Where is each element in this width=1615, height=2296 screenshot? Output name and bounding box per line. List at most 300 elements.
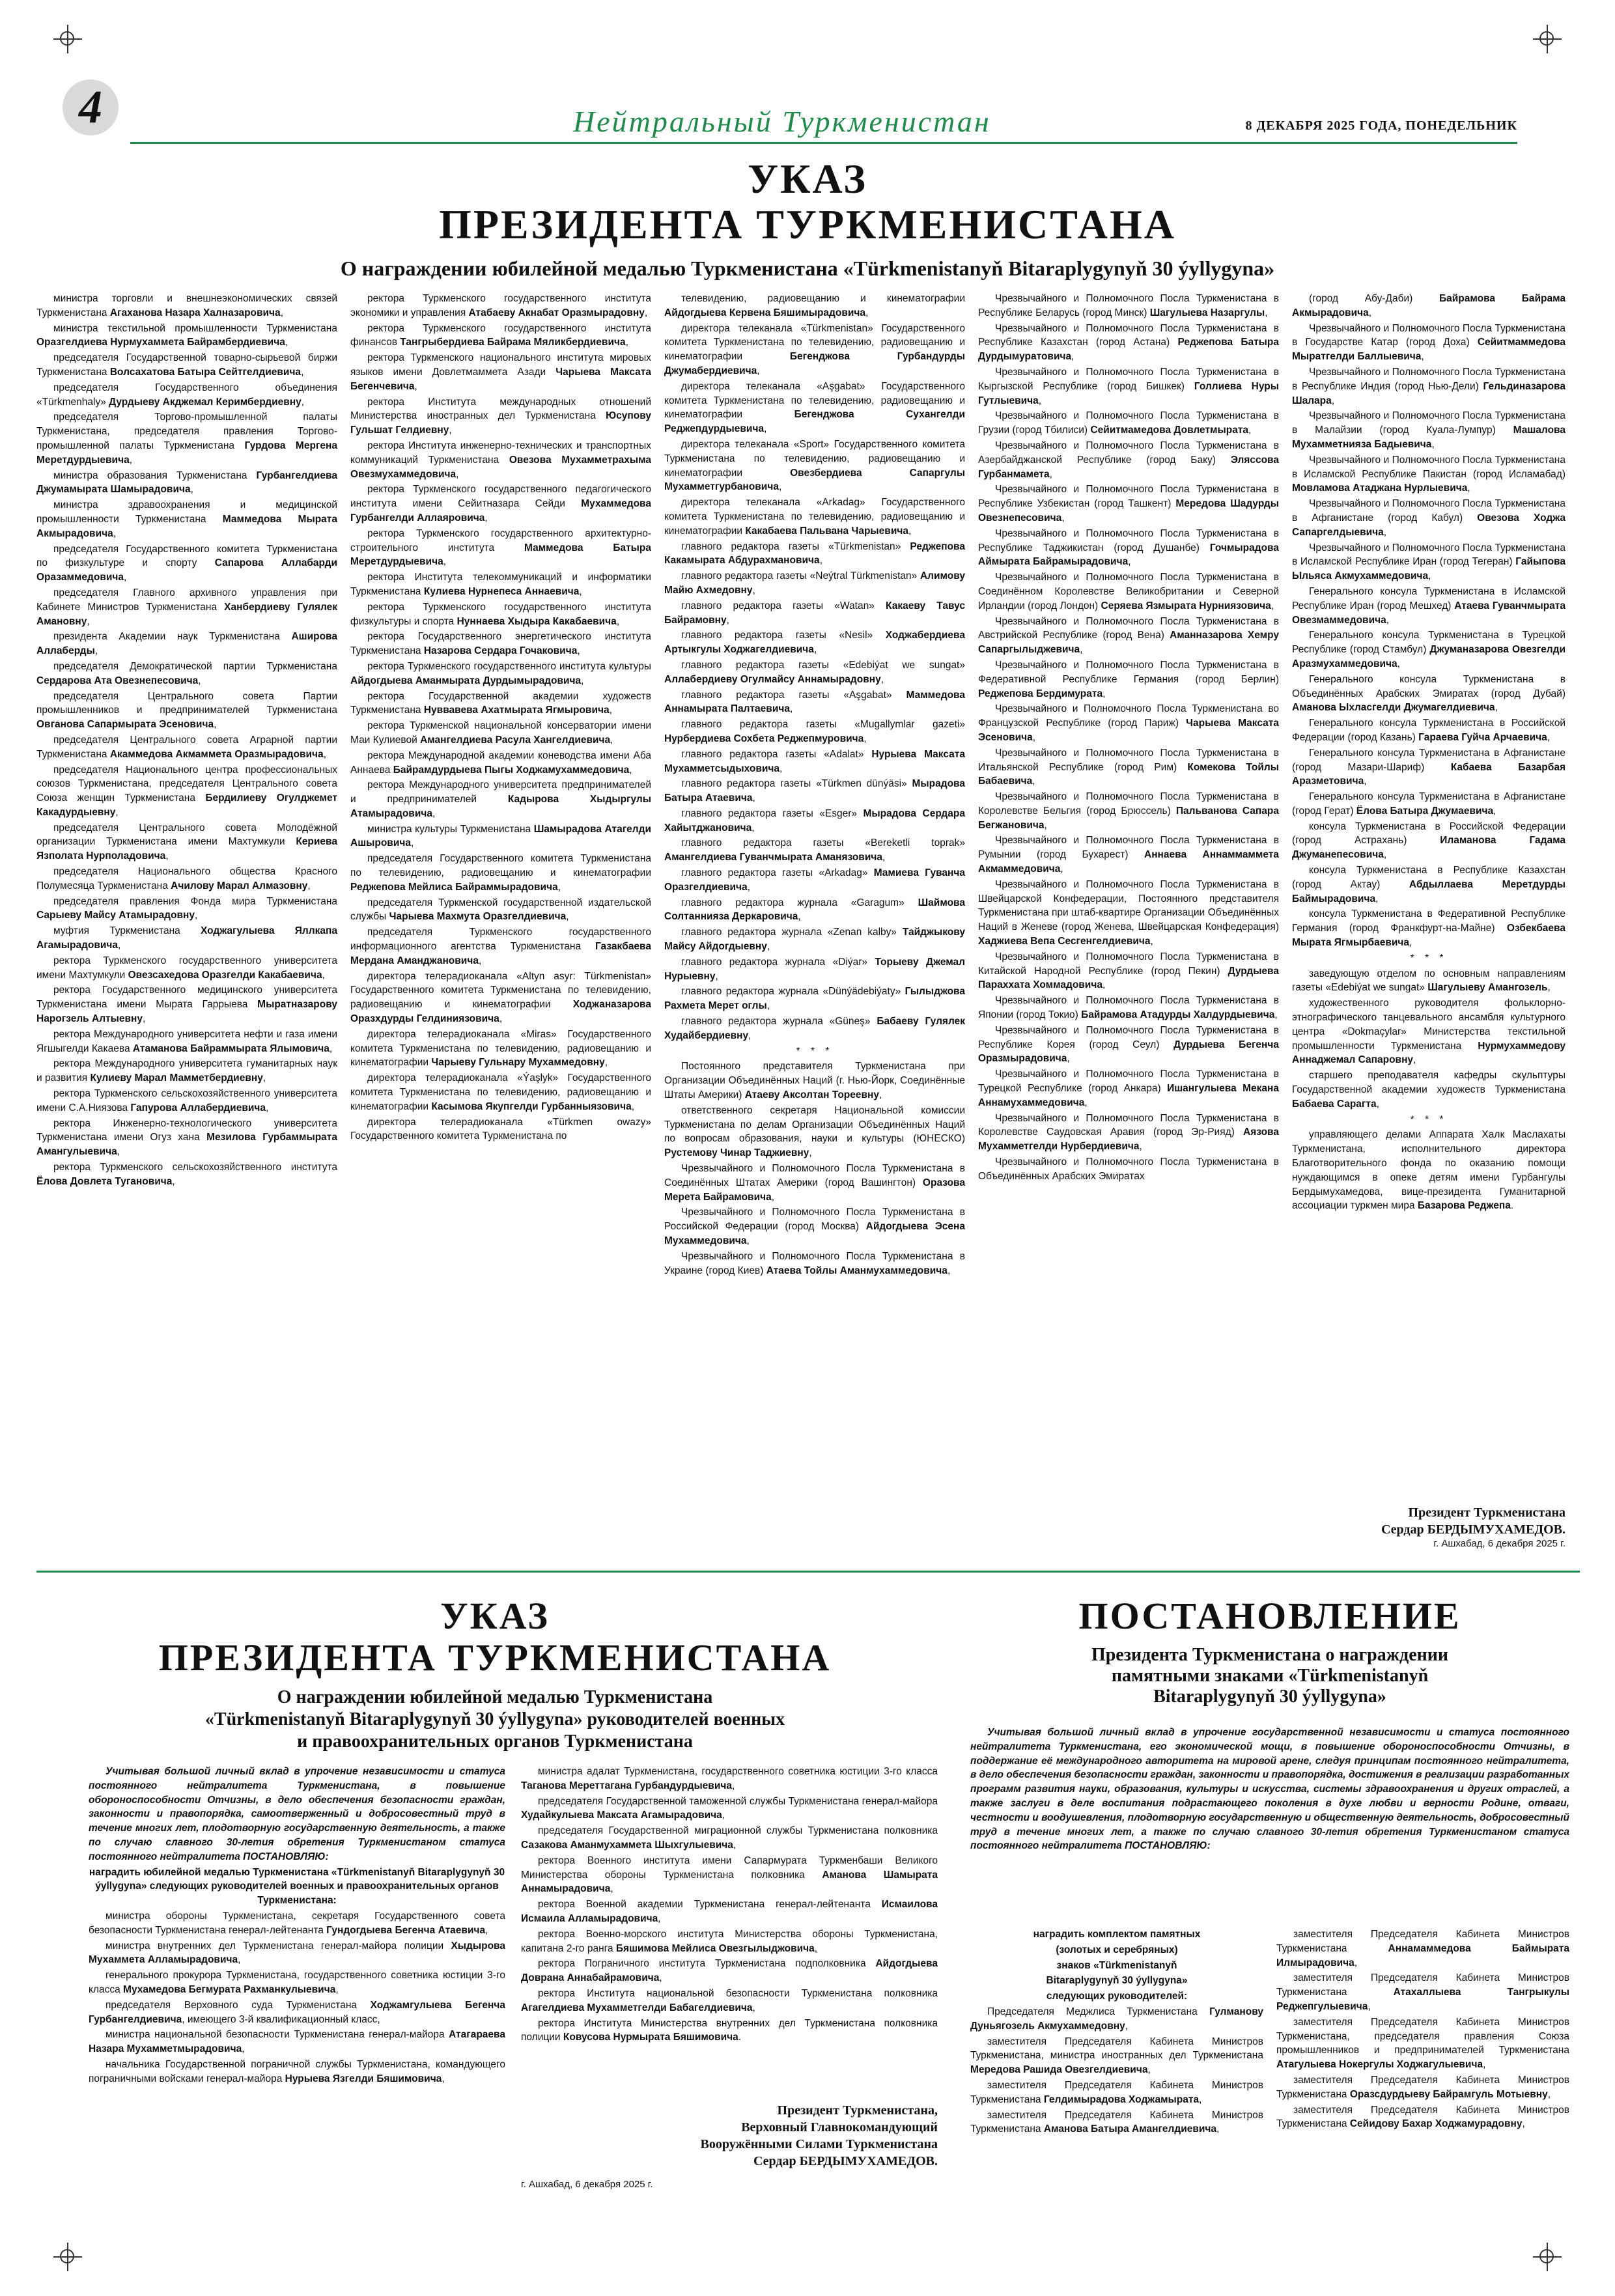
award-suffix: , [118, 940, 121, 951]
award-position: ректора Института международных отношений Министерства иностранных дел Туркменистана [350, 396, 651, 422]
award-entry [1292, 292, 1566, 320]
award-recipient: Гелдимырадова Ходжамырата [1043, 2093, 1200, 2105]
decree1-signature-role: Президент Туркменистана [1408, 1505, 1566, 1520]
award-suffix: , [1032, 776, 1035, 787]
decree2-signature-block [521, 2102, 938, 2190]
decree2-subtitle-3: и правоохранительных органов Туркменистана [297, 1731, 693, 1752]
award-recipient: Реджепова Мейлиса Байраммырадовича [350, 881, 558, 893]
award-suffix: , [882, 852, 886, 863]
award-entry [350, 600, 651, 629]
award-position: ректора Туркменского государственного архитектурно-строительного института [350, 527, 651, 553]
decree2-subtitle-1: О награждении юбилейной медалью Туркменистана [277, 1687, 713, 1707]
award-entry [350, 527, 651, 569]
award-position: ректора Туркменского государственного института экономики и управления [350, 293, 651, 318]
award-suffix: , [1431, 438, 1435, 450]
award-suffix: , [456, 468, 459, 480]
masthead-rule [130, 142, 1517, 144]
award-entry [978, 658, 1279, 701]
award-suffix: , [766, 941, 770, 953]
award-suffix: , [1139, 1141, 1142, 1153]
award-position: заместителя Председателя Кабинета Министров Туркменистана [970, 2079, 1263, 2105]
award-recipient: Ёлова Довлета Тугановича [36, 1175, 173, 1187]
award-position: ректора Туркменского государственного университета имени Махтумкули [36, 955, 337, 981]
award-entry [1292, 716, 1566, 745]
award-entry [36, 1028, 337, 1056]
decree1-place-date: г. Ашхабад, 6 декабря 2025 г. [1433, 1538, 1566, 1549]
award-entry [521, 2017, 938, 2045]
award-position: Чрезвычайного и Полномочного Посла Туркменистана в Соединённом Королевстве Великобритании и Северной Ирландии (город Лондон) [978, 572, 1279, 611]
decree2-title-line2: ПРЕЗИДЕНТА ТУРКМЕНИСТАНА [158, 1636, 832, 1679]
award-recipient: Кериева Язполата Нурполадовича [36, 836, 337, 862]
award-entry [36, 821, 337, 863]
award-entry [1292, 365, 1566, 408]
award-recipient: Сапарова Аллабарди Оразаммедовича [36, 557, 337, 583]
award-position: Чрезвычайного и Полномочного Посла Туркменистана в Исламской Республике Пакистан (город Исламабад) [1292, 454, 1566, 480]
award-suffix: , [752, 2002, 755, 2013]
award-entry [350, 351, 651, 393]
award-position: Чрезвычайного и Полномочного Посла Туркменистана в Республике Корея (город Сеул) [978, 1024, 1279, 1050]
award-recipient: Голлиева Нуры Гутлыевича [978, 380, 1279, 406]
award-entry [1292, 790, 1566, 819]
award-recipient: Бегенджова Сухангелди Реджепдурдыевича [664, 409, 965, 435]
award-recipient: Какабаева Пальвана Чарыевича [745, 525, 908, 537]
award-position: министра здравоохранения и медицинской промышленности Туркменистана [36, 499, 337, 525]
award-entry [970, 2079, 1263, 2107]
award-suffix: , [1331, 395, 1335, 406]
issue-date: 8 ДЕКАБРЯ 2025 ГОДА, ПОНЕДЕЛЬНИК [1245, 119, 1517, 133]
award-recipient: Кабаева Базарбая Аразметовича [1292, 761, 1566, 787]
award-recipient: Хыдырова Мухаммета Алламырадовича [89, 1940, 505, 1966]
award-recipient: Базарова Реджепа [1417, 1200, 1511, 1212]
award-position: Чрезвычайного и Полномочного Посла Туркменистана в Исламской Республике Иран (город Тегеран) [1292, 542, 1566, 568]
award-suffix: , [771, 1191, 775, 1203]
award-position: начальника Государственной пограничной службы Туркменистана, командующего пограничными войсками генерал-майора [89, 2058, 505, 2084]
award-recipient: Рустемову Чинар Таджиевну [664, 1147, 809, 1159]
award-position: ректора Военного института имени Сапармурата Туркменбаши Великого Министерства обороны Туркменистана полковника [521, 1855, 938, 1881]
award-recipient: Аллабердиеву Огулмайсу Аннамырадовну [664, 673, 881, 685]
resolution-lead-4: Bitaraplygynyň 30 ýyllygyna» [1046, 1975, 1188, 1987]
award-suffix: , [266, 1102, 269, 1113]
award-entry [350, 896, 651, 925]
registration-mark-top-left [53, 25, 82, 53]
award-recipient: Гурдова Мергена Меретдурдыевича [36, 440, 337, 466]
award-recipient: Алимову Майю Ахмедовну [664, 570, 965, 596]
award-entry [1276, 2103, 1569, 2132]
award-suffix: , [581, 675, 584, 686]
award-recipient: Гараева Гуйча Арчаевича [1418, 731, 1547, 743]
award-suffix: , [1376, 1098, 1379, 1110]
award-position: председателя Государственной таможенной службы Туркменистана генерал-майора [538, 1795, 938, 1807]
award-entry [978, 878, 1279, 949]
award-suffix: , [1421, 351, 1424, 363]
award-entry [978, 292, 1279, 320]
award-position: ректора Международной академии коневодства имени Аба Аннаева [350, 749, 651, 776]
award-position: Чрезвычайного и Полномочного Посла Туркменистана в Республике Таджикистан (город Душанбе) [978, 527, 1279, 553]
award-suffix: , [322, 969, 325, 981]
award-entry [664, 1250, 965, 1278]
award-suffix: , [1216, 2123, 1220, 2135]
award-recipient: Гурбангелдиева Джумамырата Шамырадовича [36, 469, 337, 496]
award-position: председателя Государственной товарно-сырьевой биржи Туркменистана [36, 352, 337, 378]
award-suffix: , [1271, 600, 1274, 611]
award-recipient: Шаймова Солтаннияза Деркаровича [664, 897, 965, 923]
award-entry [978, 615, 1279, 657]
award-recipient: Сейидову Бахар Ходжамурадовну [1349, 2118, 1523, 2130]
award-entry [978, 746, 1279, 789]
award-entry [350, 483, 651, 525]
award-entry [978, 527, 1279, 569]
award-position: председателя Государственного комитета Туркменистана по физкультуре и спорту [36, 543, 337, 569]
award-suffix: , [1383, 526, 1387, 538]
award-position: Генерального консула Туркменистана в Исламской Республике Иран (город Мешхед) [1292, 585, 1566, 611]
award-suffix: , [1150, 936, 1153, 947]
resolution-subtitle-2: памятными знаками «Türkmenistanyň [1111, 1666, 1429, 1686]
award-recipient: Шагулыева Назаргулы [1149, 307, 1265, 318]
award-suffix: , [1375, 893, 1379, 904]
award-recipient: Агаханова Назара Халназаровича [109, 307, 281, 318]
resolution-column-2 [1276, 1927, 1569, 2133]
resolution-column-1 [970, 1927, 1263, 2138]
award-recipient: Чарыева Максата Эсеновича [978, 718, 1279, 743]
award-position: ректора Института инженерно-технических и транспортных коммуникаций Туркменистана [350, 440, 651, 466]
award-recipient: Атагараева Назара Мухамметмырадовича [89, 2029, 505, 2055]
award-position: ректора Туркменской национальной консерватории имени Маи Кулиевой [350, 720, 651, 746]
decree1-subtitle: О награждении юбилейной медалью Туркменистана «Türkmenistanyň Bitaraplygynyň 30 ýyllygyna» [340, 257, 1275, 280]
award-recipient: Хаджиева Вепа Сесгенгелдиевича [978, 936, 1151, 947]
resolution-subtitle-1: Президента Туркменистана о награждении [1091, 1645, 1449, 1665]
award-suffix: , [1413, 1054, 1416, 1066]
award-entry [1276, 2015, 1569, 2072]
award-suffix: , [604, 1057, 608, 1069]
award-entry [521, 1957, 938, 1985]
award-position: Чрезвычайного и Полномочного Посла Туркменистана в Государстве Катар (город Доха) [1292, 322, 1566, 348]
award-position: Генерального консула Туркменистана в Афганистане (город Мазари-Шариф) [1292, 747, 1566, 773]
award-suffix: , [1147, 2064, 1151, 2076]
separator-stars [1292, 1113, 1566, 1127]
award-entry [664, 540, 965, 568]
award-entry [1292, 673, 1566, 715]
award-suffix: , [1428, 570, 1431, 582]
award-position: директора телерадиоканала «Miras» Государственного комитета Туркменистана по телевидению, радиовещанию и кинематографии [350, 1028, 651, 1069]
award-entry [664, 569, 965, 598]
decree1-title: УКАЗ [748, 156, 867, 202]
award-recipient: Акаммедова Акмаммета Оразмырадовича [109, 748, 324, 760]
award-suffix: , [865, 307, 869, 318]
award-suffix: , [1354, 1957, 1358, 1968]
award-suffix: , [1522, 2118, 1525, 2130]
registration-mark-bottom-left [53, 2243, 82, 2271]
section-divider [36, 1571, 1580, 1573]
award-entry [664, 836, 965, 865]
award-recipient: Нурмухаммедову Аннаджемал Сапаровну [1292, 1040, 1566, 1066]
award-entry [1292, 1128, 1566, 1213]
award-position: ректора Инженерно-технологического университета Туркменистана имени Огуз хана [36, 1117, 337, 1143]
award-entry [1292, 497, 1566, 539]
award-position: Чрезвычайного и Полномочного Посла Туркменистана в Турецкой Республике (город Анкара) [978, 1069, 1279, 1095]
decree1-title-line2: ПРЕЗИДЕНТА ТУРКМЕНИСТАНА [439, 201, 1176, 247]
award-entry [350, 1028, 651, 1070]
award-recipient: Касымова Якупгелди Гурбанныязовича [431, 1100, 632, 1112]
award-recipient: Юсупову Гульшат Гелдиевну [350, 410, 651, 436]
award-suffix: , [1409, 937, 1412, 949]
award-recipient: Таганова Мереттагана Гурбандурдыевича [521, 1780, 732, 1791]
award-position: ректора Туркменского государственного педагогического института имени Сейитназара Сейди [350, 484, 651, 510]
award-entry [36, 1160, 337, 1189]
award-recipient: Ханбердиеву Гулялек Амановну [36, 601, 337, 627]
award-position: директора телерадиоканала «Türkmen owazy» Государственного комитета Туркменистана по [350, 1116, 651, 1142]
resolution-intro-block [970, 1726, 1569, 1855]
award-entry [664, 380, 965, 436]
award-position: председателя правления Фонда мира Туркменистана [53, 895, 337, 907]
award-recipient: Атахаллыева Тангрыкулы Реджепгулыевича [1276, 1987, 1569, 2012]
award-position: Чрезвычайного и Полномочного Посла Туркменистана в Республике Индия (город Нью-Дели) [1292, 366, 1566, 392]
decree1-column-1 [36, 292, 337, 1190]
award-recipient: Айдогдыева Доврана Аннабайрамовича [521, 1958, 938, 1984]
award-suffix: , [1493, 805, 1496, 817]
award-entry [1292, 628, 1566, 671]
award-position: Чрезвычайного и Полномочного Посла Туркменистана в Украине (город Киев) [664, 1250, 965, 1276]
award-position: * * * [1410, 952, 1448, 964]
award-position: Чрезвычайного и Полномочного Посла Туркменистана в Королевстве Саудовская Аравия (город Эр-Рияд) [978, 1112, 1279, 1138]
award-entry [664, 1205, 965, 1248]
award-entry [1292, 907, 1566, 949]
award-recipient: Бегенджова Гурбандурды Джумабердиевича [664, 351, 965, 376]
award-suffix: , [195, 910, 198, 921]
award-position: Генерального консула Туркменистана в Российской Федерации (город Казань) [1292, 718, 1566, 743]
award-recipient: Иламанова Гадама Джуманепесовича [1292, 835, 1566, 861]
award-position: (город Абу-Даби) [1309, 293, 1439, 304]
award-recipient: Ёлова Батыра Джумаевича [1356, 805, 1494, 817]
award-suffix: , [726, 614, 729, 626]
award-position: директора телерадиоканала «Altyn asyr: Türkmenistan» Государственного комитета Туркменистана по телевидению, радиовещанию и кинематографии [350, 970, 651, 1011]
award-entry [1292, 863, 1566, 906]
award-recipient: Эляссова Гурбанмамета [978, 454, 1279, 480]
award-entry [664, 925, 965, 954]
award-recipient: Газакбаева Мердана Аманджановича [350, 941, 651, 966]
award-recipient: Чарыева Максата Бегенчевича [350, 366, 651, 392]
award-position: министра национальной безопасности Туркменистана генерал-майора [105, 2029, 449, 2041]
award-position: Чрезвычайного и Полномочного Посла Туркменистана в Королевстве Бельгия (город Брюссель) [978, 791, 1279, 817]
award-recipient: Сердарова Ата Овезнепесовича [36, 675, 199, 686]
award-entry [350, 719, 651, 748]
award-recipient: Айдогдыева Эсена Мухаммедовича [664, 1221, 965, 1246]
award-position: ректора Туркменского государственного института физкультуры и спорта [350, 601, 651, 627]
award-suffix: , [764, 423, 767, 435]
award-position: главного редактора журнала «Güneş» [681, 1016, 877, 1028]
award-suffix: , [577, 645, 580, 657]
award-entry [664, 866, 965, 895]
award-entry [36, 763, 337, 820]
award-recipient: Назарова Сердара Гочаковича [423, 645, 578, 657]
award-suffix: , [1368, 307, 1372, 318]
award-entry [664, 1162, 965, 1204]
decree2-lead: наградить юбилейной медалью Туркменистана «Türkmenistanyň Bitaraplygynyň 30 ýyllygyna» следующих руководителей военных и правоохранительных органов Туркменистана: [89, 1866, 505, 1907]
award-recipient: Волсахатова Батыра Сейтгелдиевича [109, 366, 302, 378]
award-suffix: , [1125, 2020, 1129, 2032]
award-position: Чрезвычайного и Полномочного Посла Туркменистана в Японии (город Токио) [978, 995, 1279, 1021]
decree2-signature-role: Президент Туркменистана, [777, 2103, 938, 2118]
award-recipient: Ишангулыева Мекана Аннамухаммедовича [978, 1083, 1280, 1108]
award-entry [978, 483, 1279, 525]
award-suffix: , имеющего 3-й квалификационный класс, [182, 2013, 380, 2025]
award-entry [1292, 820, 1566, 862]
award-recipient: Чарыева Махмута Оразгелдиевича [389, 911, 567, 923]
award-entry [664, 807, 965, 835]
award-position: главного редактора газеты «Nesil» [681, 630, 886, 641]
award-position: Чрезвычайного и Полномочного Посла Туркменистана в Азербайджанской Республике (город Баку) [978, 440, 1279, 466]
award-entry [350, 570, 651, 599]
award-entry [89, 2058, 505, 2086]
award-position: председателя Государственного объединения «Türkmenhaly» [36, 382, 337, 408]
award-recipient: Тайджыкову Майсу Айдогдыевну [664, 927, 965, 953]
award-position: Чрезвычайного и Полномочного Посла Туркменистана в Китайской Народной Республике (город Пекин) [978, 951, 1279, 977]
award-position: Чрезвычайного и Полномочного Посла Туркменистана в Российской Федерации (город Москва) [664, 1207, 965, 1233]
award-entry [664, 748, 965, 776]
award-suffix: , [610, 734, 613, 746]
award-position: председателя Демократической партии Туркменистана [53, 660, 337, 672]
award-suffix: , [747, 881, 750, 893]
award-entry [521, 1897, 938, 1926]
award-entry [350, 630, 651, 658]
newspaper-title: Нейтральный Туркменистан [573, 105, 991, 138]
award-recipient: Мамиева Гуванча Оразгелдиевича [664, 867, 965, 893]
award-recipient: Торыеву Джемал Нурыевну [664, 956, 966, 982]
resolution-title: ПОСТАНОВЛЕНИЕ [1078, 1595, 1461, 1637]
award-suffix: , [484, 512, 488, 524]
award-entry [36, 469, 337, 497]
resolution-subtitle-3: Bitaraplygynyň 30 ýyllygyna» [1153, 1687, 1386, 1707]
award-position: заместителя Председателя Кабинета Министров Туркменистана, министра иностранных дел Туркменистана [970, 2036, 1263, 2062]
award-recipient: Аманова Ыхласгелди Джумагелдиевича [1292, 702, 1495, 714]
award-position: Чрезвычайного и Полномочного Посла Туркменистана в Афганистане (город Кабул) [1292, 498, 1566, 524]
award-suffix: , [715, 970, 718, 982]
award-position: директора телеканала «Sport» Государственного комитета Туркменистана по телевидению, радиовещанию и кинематографии [664, 438, 965, 479]
award-entry [978, 950, 1279, 992]
award-position: Чрезвычайного и Полномочного Посла Туркменистана в Грузии (город Тбилиси) [978, 410, 1279, 436]
award-position: Чрезвычайного и Полномочного Посла Туркменистана в Швейцарской Конфедерации, Постоянного представителя Туркменистана при штаб-квартире Организации Объединённых Наций в Женеве (город Женева, Швейцарская Конфедерация) [978, 878, 1279, 933]
award-recipient: Атаманова Байраммырата Ялымовича [132, 1043, 330, 1054]
award-entry [664, 777, 965, 805]
award-suffix: , [1364, 776, 1367, 787]
award-entry [978, 365, 1279, 408]
award-entry [1292, 967, 1566, 996]
award-suffix: , [1060, 863, 1063, 875]
award-entry [350, 660, 651, 688]
award-recipient: Мередова Шадурды Овезнепесовича [978, 498, 1279, 524]
award-position: председателя Туркменской государственной издательской службы [350, 897, 651, 923]
award-recipient: Ходжабердиева Артыкгулы Ходжагелдиевича [664, 630, 965, 656]
award-suffix: , [1102, 688, 1106, 699]
award-recipient: Сазакова Аманмухаммета Шыхгулыевича [521, 1839, 733, 1851]
award-entry [36, 1057, 337, 1085]
award-suffix: , [616, 615, 620, 627]
award-suffix: , [779, 763, 783, 774]
award-recipient: Гулманову Дуньягозель Акмухаммедовну [970, 2006, 1263, 2032]
award-position: Чрезвычайного и Полномочного Посла Туркменистана в Малайзии (город Куала-Лумпур) [1292, 410, 1566, 436]
award-position: министра образования Туркменистана [53, 469, 257, 481]
award-suffix: , [1547, 731, 1551, 743]
award-suffix: , [214, 719, 217, 731]
award-recipient: Кадырова Хыдыргулы Атамырадовича [350, 794, 651, 819]
award-entry [664, 955, 965, 984]
award-position: Чрезвычайного и Полномочного Посла Туркменистана в Итальянской Республике (город Рим) [978, 747, 1279, 773]
award-position: консула Туркменистана в Федеративной Республике Германия (город Франкфурт-на-Майне) [1292, 908, 1566, 934]
award-recipient: Агагелдиева Мухамметгелди Бабагелдиевича [521, 2002, 753, 2013]
award-entry [36, 660, 337, 688]
award-recipient: Абдыллаева Меретдурды Баймырадовича [1292, 878, 1566, 904]
award-suffix: , [880, 673, 884, 685]
award-suffix: , [557, 881, 561, 893]
registration-mark-bottom-right [1533, 2243, 1562, 2271]
decree2-title: УКАЗ [440, 1595, 550, 1637]
award-position: главного редактора газеты «Watan» [681, 600, 886, 611]
award-suffix: , [1274, 1009, 1278, 1021]
award-suffix: , [609, 705, 612, 716]
award-position: Чрезвычайного и Полномочного Посла Туркменистана в Соединённых Штатах Америки (город Вашингтон) [664, 1163, 965, 1188]
award-entry [978, 702, 1279, 744]
award-recipient: Сейитмаммедова Мыратгелди Баллыевича [1292, 337, 1566, 363]
award-recipient: Сарыеву Майсу Атамырадовну [36, 910, 195, 921]
award-entry [664, 322, 965, 378]
award-entry [970, 2108, 1263, 2137]
award-entry [1292, 322, 1566, 364]
award-recipient: Овезсахедова Оразгелди Какабаевича [128, 969, 322, 981]
award-entry [36, 690, 337, 732]
award-entry [89, 2028, 505, 2056]
award-suffix: , [752, 584, 755, 596]
award-position: ректора Международного университета гуманитарных наук и развития [36, 1058, 337, 1084]
award-suffix: , [644, 307, 648, 318]
award-recipient: Дурдыева Параххата Хоммадовича [978, 965, 1279, 991]
award-entry [36, 322, 337, 350]
award-recipient: Гочмырадова Аймырата Байрамырадовича [978, 542, 1279, 568]
award-entry [978, 1024, 1279, 1066]
award-position: Генерального консула Туркменистана в Турецкой Республике (город Стамбул) [1292, 630, 1566, 656]
award-recipient: Гапурова Аллабердиевича [130, 1102, 266, 1113]
award-suffix: , [499, 1013, 503, 1025]
award-position: * * * [796, 1045, 834, 1057]
award-recipient: Реджепова Батыра Дурдымуратовича [978, 337, 1279, 363]
award-recipient: Нурбердиева Сохбета Реджепмуровича [664, 733, 864, 744]
award-position: ректора Государственного медицинского университета Туркменистана имени Мырата Гаррыева [36, 985, 337, 1011]
award-position: председателя Центрального совета Партии промышленников и предпринимателей Туркменистана [36, 690, 337, 716]
award-recipient: Реджепова Какамырата Абдурахмановича [664, 540, 965, 567]
award-entry [350, 395, 651, 438]
award-recipient: Аннамаммедова Баймырата Илмырадовича [1276, 1942, 1569, 1968]
award-position: министра внутренних дел Туркменистана генерал-майора полиции [105, 1940, 451, 1952]
award-suffix: , [443, 556, 447, 568]
award-position: ректора Международного университета нефти и газа имени Ягшыгелди Какаева [36, 1028, 337, 1054]
award-position: министра культуры Туркменистана [367, 823, 534, 835]
award-recipient: Амангелдиева Гуванчмырата Аманязовича [664, 852, 882, 863]
award-suffix: , [629, 764, 632, 776]
award-suffix: , [631, 1100, 635, 1112]
separator-stars [1292, 951, 1566, 966]
award-recipient: Нуннаева Хыдыра Какабаевича [456, 615, 617, 627]
award-position: главного редактора газеты «Arkadag» [681, 867, 874, 879]
award-position: директора телеканала «Aşgabat» Государственного комитета Туркменистана по телевидению, радиовещанию и кинематографии [664, 380, 965, 421]
decree2-signature-name: Сердар БЕРДЫМУХАМЕДОВ. [753, 2154, 938, 2168]
award-recipient: Ковусова Нурмырата Бяшимовича [563, 2032, 738, 2043]
award-position: министра обороны Туркменистана, секретаря Государственного совета безопасности Туркменистана генерал-лейтенанта [89, 1910, 505, 1936]
award-suffix: , [485, 1924, 488, 1936]
award-recipient: Амангелдиева Расула Хангелдиевича [420, 734, 611, 746]
award-recipient: Айдогдыева Аманмырата Дурдымырадовича [350, 675, 582, 686]
award-recipient: Маммедова Мырата Акмырадовича [36, 513, 338, 539]
award-recipient: Овезбердиева Сапаргулы Мухамметгурбановича [664, 467, 965, 493]
award-suffix: , [766, 1000, 770, 1012]
award-entry [1276, 1927, 1569, 1970]
